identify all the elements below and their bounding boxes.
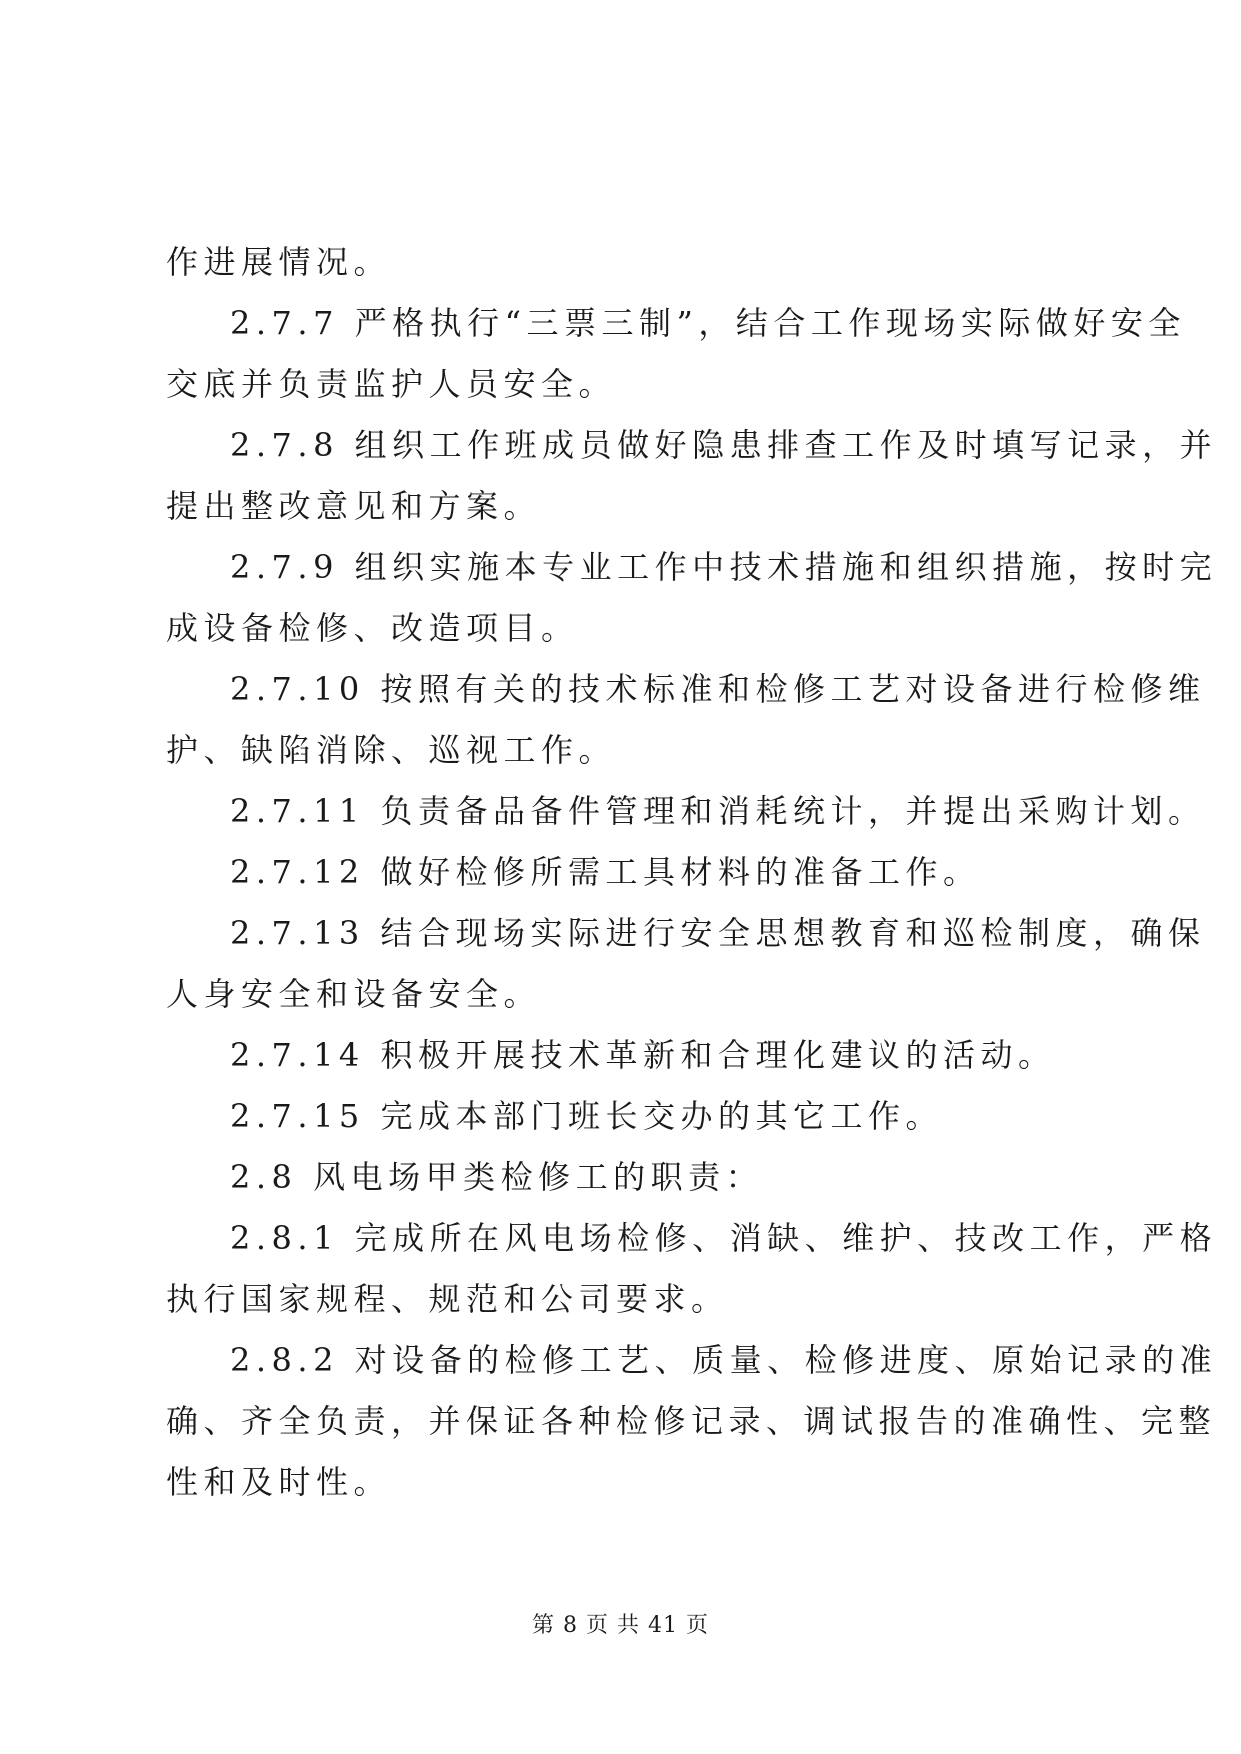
- text-line: 作进展情况。: [166, 243, 392, 281]
- text-line: 2.7.12 做好检修所需工具材料的准备工作。: [230, 853, 981, 891]
- text-line: 交底并负责监护人员安全。: [166, 365, 617, 403]
- text-line: 成设备检修、改造项目。: [166, 609, 579, 647]
- text-line: 提出整改意见和方案。: [166, 487, 542, 525]
- section-heading: 2.8 风电场甲类检修工的职责：: [230, 1158, 764, 1196]
- text-line: 性和及时性。: [166, 1463, 392, 1501]
- text-line: 2.7.10 按照有关的技术标准和检修工艺对设备进行检修维: [230, 670, 1206, 708]
- text-line: 确、齐全负责，并保证各种检修记录、调试报告的准确性、完整: [166, 1402, 1217, 1440]
- text-line: 2.7.8 组织工作班成员做好隐患排查工作及时填写记录，并: [230, 426, 1218, 464]
- text-line: 执行国家规程、规范和公司要求。: [166, 1280, 729, 1318]
- page-number-footer: 第 8 页 共 41 页: [532, 1613, 709, 1638]
- text-line: 护、缺陷消除、巡视工作。: [166, 731, 617, 769]
- text-line: 2.7.15 完成本部门班长交办的其它工作。: [230, 1097, 943, 1135]
- text-line: 2.7.9 组织实施本专业工作中技术措施和组织措施，按时完: [230, 548, 1218, 586]
- text-line: 2.8.1 完成所在风电场检修、消缺、维护、技改工作，严格: [230, 1219, 1218, 1257]
- text-line: 2.7.11 负责备品备件管理和消耗统计，并提出采购计划。: [230, 792, 1206, 830]
- text-line: 2.7.13 结合现场实际进行安全思想教育和巡检制度，确保: [230, 914, 1206, 952]
- text-line: 人身安全和设备安全。: [166, 975, 542, 1013]
- text-line: 2.7.14 积极开展技术革新和合理化建议的活动。: [230, 1036, 1056, 1074]
- text-line: 2.8.2 对设备的检修工艺、质量、检修进度、原始记录的准: [230, 1341, 1218, 1379]
- text-line: 2.7.7 严格执行“三票三制”，结合工作现场实际做好安全: [230, 304, 1186, 342]
- document-body: [166, 232, 1218, 1513]
